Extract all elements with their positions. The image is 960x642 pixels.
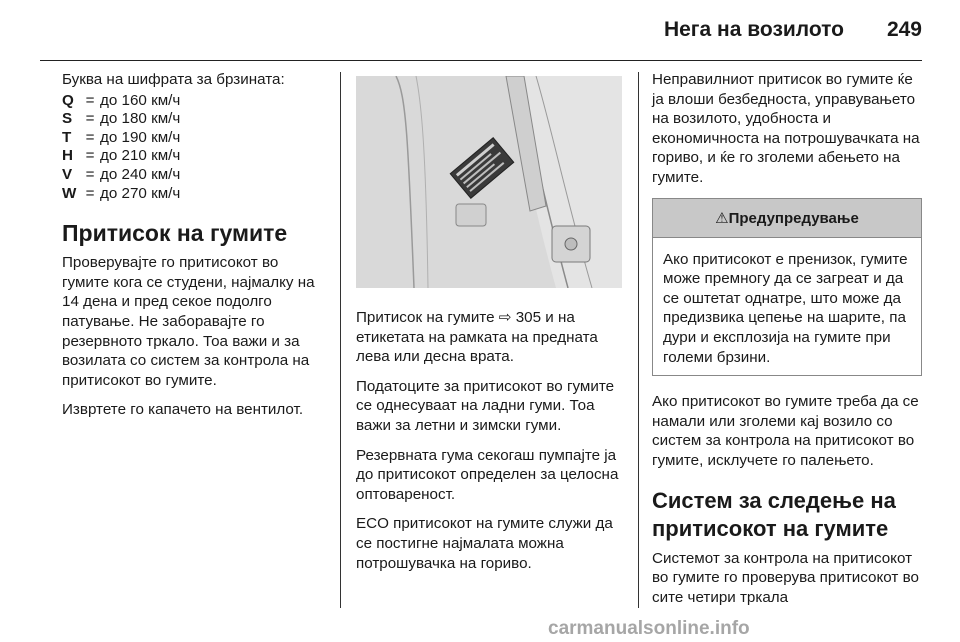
paragraph: Извртете го капачето на вентилот. [62, 401, 304, 419]
speed-eq: = [85, 110, 95, 128]
column-divider-right [638, 72, 639, 608]
speed-intro: Буква на шифрата за брзината: [62, 71, 285, 88]
speed-eq: = [85, 165, 95, 183]
speed-value: до 240 км/ч [100, 165, 181, 183]
page-number: 249 [886, 18, 922, 41]
warning-box [652, 198, 922, 377]
section-title: Нега на возилото [663, 18, 844, 41]
heading-tire-pressure: Притисок на гумите [62, 220, 288, 247]
paragraph: Податоците за притисокот во гумите се однесуваат на ладни гуми. Тоа важи за летни и зимски гуми. [356, 377, 615, 434]
paragraph: Резервната гума секогаш пумпајте ја до притисокот определен за целосна оптовареност. [356, 446, 619, 503]
speed-code: Q [62, 91, 74, 109]
paragraph: Неправилниот притисок во гумите ќе ја влоши безбедноста, управувањето на возилото, удобноста и економичноста на потрошувачката на гориво, и ќе го зголеми абењето на гумите. [652, 71, 920, 186]
speed-row [62, 185, 326, 204]
column-divider-left [340, 72, 341, 608]
column-right [652, 70, 922, 617]
warning-text: Ако притисокот е пренизок, гумите може премногу да се загреат и да се оштетат однатре, што може да предизвика цепење на шарите, па дури и експлозија на гумите при големи брзини. [663, 250, 908, 366]
warning-title: ⚠Предупредување [653, 199, 921, 238]
speed-code: S [62, 110, 73, 128]
speed-value: до 270 км/ч [100, 184, 181, 202]
speed-value: до 160 км/ч [100, 91, 181, 109]
speed-row [62, 110, 326, 129]
paragraph: ECO притисокот на гумите служи да се постигне најмалата можна потрошувачка на гориво. [356, 515, 613, 572]
speed-row [62, 166, 326, 185]
watermark: carmanualsonline.info [548, 618, 750, 639]
speed-code: V [62, 165, 73, 183]
paragraph: Системот за контрола на притисокот во гумите го проверува притисокот во сите четири тркала [652, 549, 919, 606]
paragraph: Проверувајте го притисокот во гумите кога се студени, најмалку на 14 дена и пред секое подолго патување. Не заборавајте го резервното тркало. Тоа важи и за возилата со систем за контрола на притисокот во гумите. [62, 254, 315, 389]
speed-eq: = [85, 184, 95, 202]
speed-row [62, 147, 326, 166]
page-header [40, 0, 922, 61]
speed-code: T [62, 128, 72, 146]
speed-eq: = [85, 91, 95, 109]
speed-rating-table [62, 92, 326, 204]
column-middle [356, 76, 624, 583]
speed-value: до 190 км/ч [100, 128, 181, 146]
paragraph: Притисок на гумите ⇨ 305 и на етикетата на рамката на предната лева или десна врата. [356, 309, 598, 366]
speed-eq: = [85, 128, 95, 146]
heading-tpms: Систем за следење на притисокот на гумите [652, 487, 896, 541]
speed-value: до 180 км/ч [100, 110, 181, 128]
paragraph: Ако притисокот во гумите треба да се намали или зголеми кај возило со систем за контрола на притисокот во гумите, исклучете го палењето. [652, 393, 919, 469]
door-frame-label-figure [356, 76, 622, 288]
speed-code: W [62, 184, 77, 202]
speed-code: H [62, 147, 73, 165]
door-frame-illustration [356, 76, 622, 288]
speed-row [62, 92, 326, 111]
warning-body [653, 238, 921, 376]
speed-eq: = [85, 147, 95, 165]
speed-value: до 210 км/ч [100, 147, 181, 165]
speed-row [62, 129, 326, 148]
column-left [62, 70, 326, 430]
